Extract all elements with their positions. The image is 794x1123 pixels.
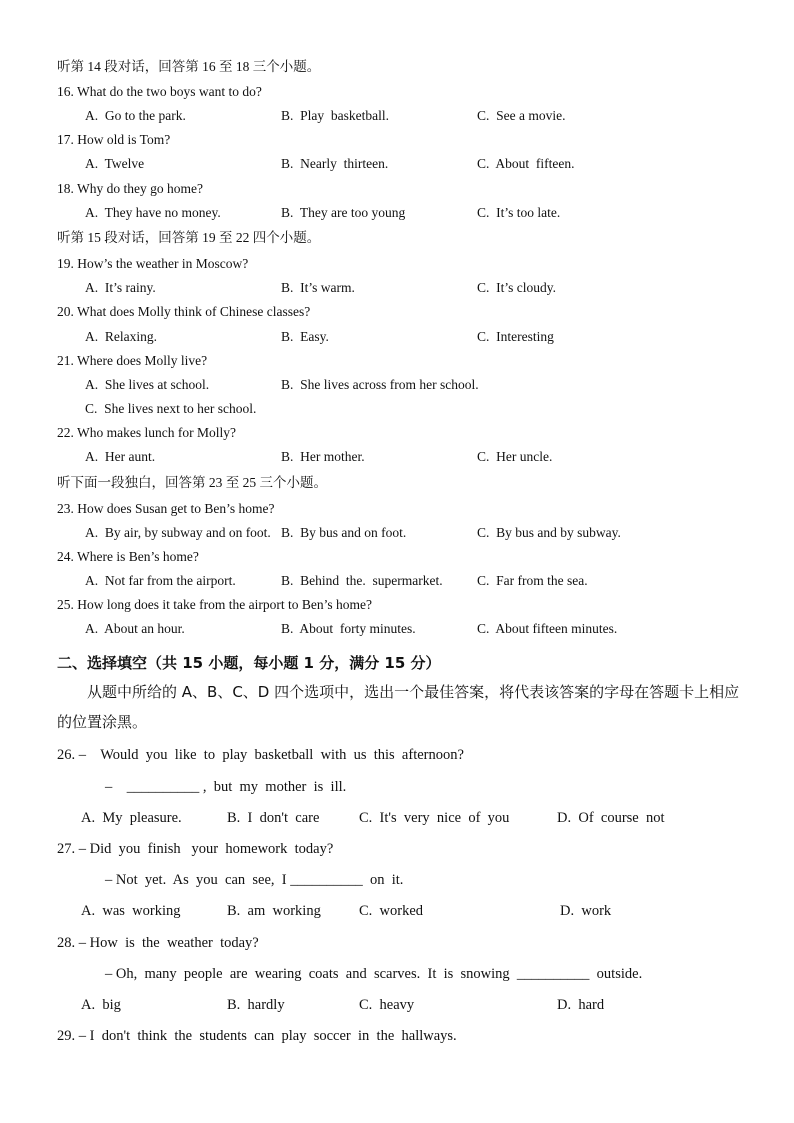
question-18-option-c: C. It’s too late. xyxy=(477,205,561,220)
question-24-option-c: C. Far from the sea. xyxy=(477,573,588,588)
instruction-monologue: 听下面一段独白，回答第 23 至 25 三个小题。 xyxy=(57,475,327,490)
question-18-option-a: A. They have no money. xyxy=(85,205,221,220)
question-23-option-c: C. By bus and by subway. xyxy=(477,525,621,540)
question-24-option-b: B. Behind the. supermarket. xyxy=(281,573,443,588)
question-22-option-b: B. Her mother. xyxy=(281,449,365,464)
question-19-stem: 19. How’s the weather in Moscow? xyxy=(57,256,249,271)
question-25-option-a: A. About an hour. xyxy=(85,621,185,636)
question-24-stem: 24. Where is Ben’s home? xyxy=(57,549,199,564)
question-26-stem: 26. – Would you like to play basketball with us this afternoon? xyxy=(57,747,464,763)
question-21-option-c: C. She lives next to her school. xyxy=(85,401,257,416)
question-28-reply: – Oh, many people are wearing coats and scarves. It is snowing __________ outside. xyxy=(105,966,643,982)
question-19-option-a: A. It’s rainy. xyxy=(85,280,156,295)
section-directions: 从题中所给的 A、B、C、D 四个选项中，选出一个最佳答案，将代表该答案的字母在答题卡上相应的位置涂黑。 xyxy=(57,683,740,731)
question-22-option-c: C. Her uncle. xyxy=(477,449,553,464)
question-24-option-a: A. Not far from the airport. xyxy=(85,573,236,588)
question-22-stem: 22. Who makes lunch for Molly? xyxy=(57,425,236,440)
question-22-option-a: A. Her aunt. xyxy=(85,449,156,464)
question-29-stem: 29. – I don't think the students can play soccer in the hallways. xyxy=(57,1028,457,1044)
question-28-option-d: D. hard xyxy=(557,997,605,1013)
question-17-option-b: B. Nearly thirteen. xyxy=(281,156,389,171)
question-27-option-c: C. worked xyxy=(359,903,424,919)
question-20-option-b: B. Easy. xyxy=(281,329,329,344)
question-17-stem: 17. How old is Tom? xyxy=(57,132,171,147)
question-26-reply: – __________ , but my mother is ill. xyxy=(105,779,347,795)
question-19-option-b: B. It’s warm. xyxy=(281,280,355,295)
question-17-option-a: A. Twelve xyxy=(85,156,145,171)
question-21-option-b: B. She lives across from her school. xyxy=(281,377,479,392)
question-17-option-c: C. About fifteen. xyxy=(477,156,575,171)
question-23-stem: 23. How does Susan get to Ben’s home? xyxy=(57,501,275,516)
instruction-dialogue-15: 听第 15 段对话，回答第 19 至 22 四个小题。 xyxy=(57,230,321,245)
question-16-stem: 16. What do the two boys want to do? xyxy=(57,84,262,99)
question-16-option-b: B. Play basketball. xyxy=(281,108,389,123)
question-27-option-b: B. am working xyxy=(227,903,321,919)
question-26-option-a: A. My pleasure. xyxy=(81,810,182,826)
question-28-stem: 28. – How is the weather today? xyxy=(57,935,259,951)
question-28-option-b: B. hardly xyxy=(227,997,285,1013)
section-heading: 二、选择填空（共 15 小题，每小题 1 分，满分 15 分） xyxy=(57,654,441,672)
question-25-option-c: C. About fifteen minutes. xyxy=(477,621,618,636)
question-20-option-a: A. Relaxing. xyxy=(85,329,157,344)
question-25-option-b: B. About forty minutes. xyxy=(281,621,416,636)
question-28-option-a: A. big xyxy=(81,997,121,1013)
question-26-option-d: D. Of course not xyxy=(557,810,665,826)
instruction-dialogue-14: 听第 14 段对话，回答第 16 至 18 三个小题。 xyxy=(57,59,321,74)
question-21-option-a: A. She lives at school. xyxy=(85,377,210,392)
question-18-option-b: B. They are too young xyxy=(281,205,406,220)
question-28-option-c: C. heavy xyxy=(359,997,415,1013)
question-20-stem: 20. What does Molly think of Chinese classes? xyxy=(57,304,311,319)
question-18-stem: 18. Why do they go home? xyxy=(57,181,203,196)
question-16-option-c: C. See a movie. xyxy=(477,108,566,123)
question-27-stem: 27. – Did you finish your homework today? xyxy=(57,841,334,857)
question-27-option-a: A. was working xyxy=(81,903,181,919)
question-27-option-d: D. work xyxy=(560,903,612,919)
question-27-reply: – Not yet. As you can see, I __________ on it. xyxy=(105,872,404,888)
question-20-option-c: C. Interesting xyxy=(477,329,554,344)
question-19-option-c: C. It’s cloudy. xyxy=(477,280,556,295)
question-26-option-c: C. It's very nice of you xyxy=(359,810,510,826)
question-21-stem: 21. Where does Molly live? xyxy=(57,353,208,368)
question-25-stem: 25. How long does it take from the airport to Ben’s home? xyxy=(57,597,372,612)
question-23-option-a: A. By air, by subway and on foot. xyxy=(85,525,271,540)
question-23-option-b: B. By bus and on foot. xyxy=(281,525,407,540)
question-26-option-b: B. I don't care xyxy=(227,810,320,826)
question-16-option-a: A. Go to the park. xyxy=(85,108,186,123)
